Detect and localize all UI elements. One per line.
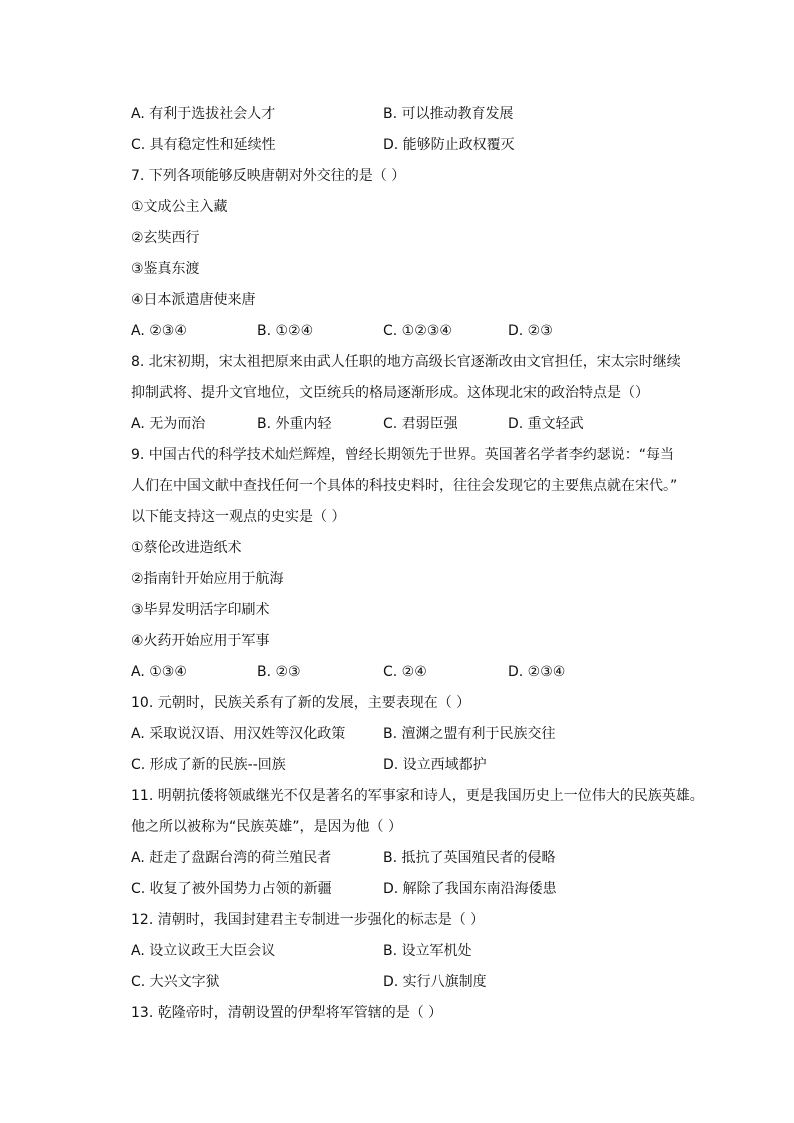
question-text-line: 10. 元朝时，民族关系有了新的发展，主要表现在（ ） — [131, 695, 471, 711]
answer-option: D. 解除了我国东南沿海倭患 — [383, 881, 557, 897]
question-text-line: 7. 下列各项能够反映唐朝对外交往的是（ ） — [131, 168, 406, 184]
question-text-line: 8. 北宋初期，宋太祖把原来由武人任职的地方高级长官逐渐改由文官担任，宋太宗时继续 — [131, 354, 681, 370]
answer-option: B. 可以推动教育发展 — [383, 106, 514, 122]
answer-option: B. ①②④ — [257, 323, 314, 339]
answer-option: D. 能够防止政权覆灭 — [383, 137, 515, 153]
answer-options-row — [131, 99, 794, 130]
answer-option: C. 君弱臣强 — [383, 416, 458, 432]
question-text-line: ②玄奘西行 — [131, 230, 200, 246]
answer-option: C. 收复了被外国势力占领的新疆 — [131, 881, 332, 897]
answer-option: D. ②③ — [508, 323, 553, 339]
answer-option: B. 澶渊之盟有利于民族交往 — [383, 726, 556, 742]
question-text-line: 13. 乾隆帝时，清朝设置的伊犁将军管辖的是（ ） — [131, 1005, 443, 1021]
question-text-line: ①蔡伦改进造纸术 — [131, 540, 242, 556]
answer-option: C. 形成了新的民族--回族 — [131, 757, 286, 773]
answer-options-row — [131, 967, 794, 998]
question-text-line: ②指南针开始应用于航海 — [131, 571, 284, 587]
answer-option: C. 具有稳定性和延续性 — [131, 137, 276, 153]
question-text-line: ③鉴真东渡 — [131, 261, 200, 277]
answer-option: C. ②④ — [383, 664, 427, 680]
answer-option: D. ②③④ — [508, 664, 566, 680]
answer-option: A. 设立议政王大臣会议 — [131, 943, 276, 959]
question-text-line: 以下能支持这一观点的史实是（ ） — [131, 509, 346, 525]
question-text-line: 他之所以被称为“民族英雄”，是因为他（ ） — [131, 819, 402, 835]
answer-options-row — [131, 130, 794, 161]
answer-option: A. 有利于选拔社会人才 — [131, 106, 276, 122]
answer-option: B. ②③ — [257, 664, 301, 680]
question-text-line: 12. 清朝时，我国封建君主专制进一步强化的标志是（ ） — [131, 912, 485, 928]
question-text-line: 9. 中国古代的科学技术灿烂辉煌，曾经长期领先于世界。英国著名学者李约瑟说：“每当 — [131, 447, 675, 463]
answer-options-row — [131, 316, 794, 347]
answer-options-row — [131, 657, 794, 688]
answer-options-row — [131, 409, 794, 440]
answer-option: A. ①③④ — [131, 664, 187, 680]
answer-options-row — [131, 719, 794, 750]
answer-option: A. 赶走了盘踞台湾的荷兰殖民者 — [131, 850, 332, 866]
question-text-line: ④日本派遣唐使来唐 — [131, 292, 256, 308]
answer-options-row — [131, 874, 794, 905]
question-text-line: 抑制武将、提升文官地位，文臣统兵的格局逐渐形成。这体现北宋的政治特点是（） — [131, 385, 649, 401]
answer-option: B. 外重内轻 — [257, 416, 332, 432]
question-text-line: ③毕昇发明活字印刷术 — [131, 602, 270, 618]
answer-option: C. 大兴文字狱 — [131, 974, 220, 990]
answer-option: D. 实行八旗制度 — [383, 974, 487, 990]
answer-option: C. ①②③④ — [383, 323, 452, 339]
answer-option: A. 采取说汉语、用汉姓等汉化政策 — [131, 726, 346, 742]
answer-options-row — [131, 750, 794, 781]
question-text-line: 11. 明朝抗倭将领戚继光不仅是著名的军事家和诗人，更是我国历史上一位伟大的民族英雄。 — [131, 788, 704, 804]
answer-option: A. ②③④ — [131, 323, 187, 339]
question-text-line: ④火药开始应用于军事 — [131, 633, 270, 649]
answer-options-row — [131, 843, 794, 874]
answer-option: B. 抵抗了英国殖民者的侵略 — [383, 850, 556, 866]
answer-option: A. 无为而治 — [131, 416, 206, 432]
answer-options-row — [131, 936, 794, 967]
question-text-line: 人们在中国文献中查找任何一个具体的科技史料时，往往会发现它的主要焦点就在宋代。” — [131, 478, 678, 494]
answer-option: D. 设立西域都护 — [383, 757, 487, 773]
answer-option: B. 设立军机处 — [383, 943, 472, 959]
answer-option: D. 重文轻武 — [508, 416, 584, 432]
question-text-line: ①文成公主入藏 — [131, 199, 228, 215]
